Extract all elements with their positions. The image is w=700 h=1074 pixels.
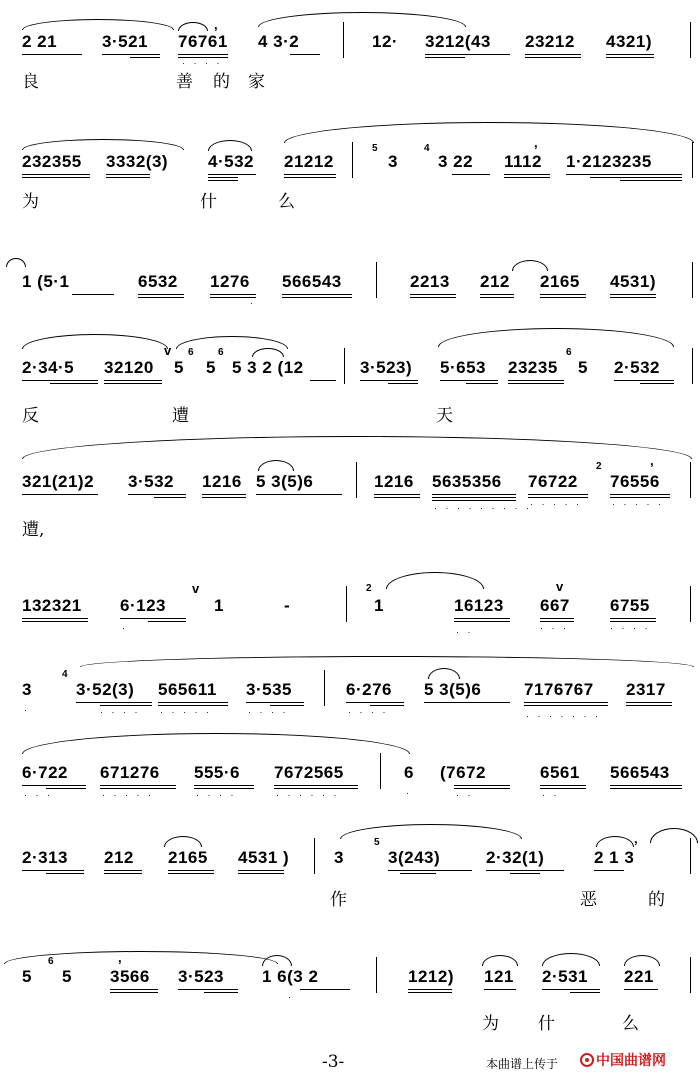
note-group: 6532: [138, 272, 178, 291]
note-group: 1: [374, 596, 384, 615]
score-line-8: 6·722 671276 555·6 7672565 6 (7672 6561 566543 · · · · · · · · · · · · · · · · · · · · · · ·: [0, 753, 700, 813]
grace-note: 6: [218, 347, 224, 358]
note-group: 76761: [178, 32, 228, 51]
bar-line: [376, 262, 377, 298]
note-group: 2317: [626, 680, 666, 699]
slur: [512, 260, 548, 271]
note-group: 2165: [168, 848, 208, 867]
note-group: 5: [206, 358, 216, 377]
slur: [4, 951, 278, 964]
note-group: 2213: [410, 272, 450, 291]
bar-line: [346, 586, 347, 622]
slur: [262, 955, 292, 966]
note-group: 2·34·5: [22, 358, 75, 377]
bar-line: [380, 753, 381, 789]
note-group: 3·523): [360, 358, 413, 377]
grace-note: 6: [48, 956, 54, 967]
note-group: 3212(43: [425, 32, 491, 51]
lyric: 反: [22, 406, 39, 426]
note-group: 3·523: [178, 967, 224, 986]
note-group: 3·521: [102, 32, 148, 51]
bar-line: [343, 22, 344, 58]
note-group: 23235: [508, 358, 558, 377]
lyric: 什: [538, 1014, 555, 1034]
note-group: 3: [388, 152, 398, 171]
note-group: 6755: [610, 596, 650, 615]
note-group: 1 6(3 2: [262, 967, 319, 986]
lyric: 为: [22, 192, 39, 212]
note-group: 4531): [610, 272, 656, 291]
note-group: 2·532: [614, 358, 660, 377]
note-group: 221: [624, 967, 654, 986]
note-group: 32120: [104, 358, 154, 377]
brand-logo-icon: [580, 1053, 594, 1067]
note-group: 6·123: [120, 596, 166, 615]
bar-line: [690, 586, 691, 622]
lyric: 良: [22, 72, 39, 92]
lyric: 作: [330, 890, 347, 910]
lyric: 善: [176, 72, 193, 92]
bar-line: [690, 957, 691, 993]
breath-mark: ,: [118, 950, 122, 965]
score-line-6: 132321 6·123 v 1 - 2 1 16123 v 667 6755 · · · · · · · · · ·: [0, 586, 700, 646]
bar-line: [324, 670, 325, 706]
bar-line: [690, 462, 691, 498]
bar-line: [690, 838, 691, 874]
bar-line: [692, 142, 693, 178]
note-group: 5: [578, 358, 588, 377]
grace-note: 4: [424, 143, 430, 154]
slur: [482, 955, 518, 966]
lyric: 什: [200, 192, 217, 212]
note-group: 5 3(5)6: [256, 472, 314, 491]
note-group: 565611: [158, 680, 217, 699]
note-group: 2·32(1): [486, 848, 545, 867]
lyric: 为: [482, 1014, 499, 1034]
grace-note: 6: [188, 347, 194, 358]
note-group: 6·276: [346, 680, 392, 699]
note-group: 121: [484, 967, 514, 986]
note-group: 5: [62, 967, 72, 986]
note-group: 4 3·2: [258, 32, 300, 51]
note-group: 16123: [454, 596, 504, 615]
score-line-3: 1 (5·1 6532 1276 566543 2213 212 2165 4531) ·: [0, 262, 700, 322]
note-group: (7672: [440, 763, 486, 782]
slur: [80, 656, 694, 667]
note-group: 6561: [540, 763, 580, 782]
bar-line: [314, 838, 315, 874]
note-group: 7176767: [524, 680, 594, 699]
note-group: 566543: [610, 763, 670, 782]
note-group: 76722: [528, 472, 578, 491]
note-group: 2 1 3: [594, 848, 635, 867]
note-group: 7672565: [274, 763, 344, 782]
bar-line: [690, 22, 691, 58]
note-group: 3·52(3): [76, 680, 135, 699]
lyric: 家: [248, 72, 265, 92]
note-group: 1·2123235: [566, 152, 652, 171]
bar-line: [352, 142, 353, 178]
source-text: 本曲谱上传于: [486, 1057, 559, 1071]
bar-line: [376, 957, 377, 993]
note-group: 23212: [525, 32, 575, 51]
lyric: 恶: [580, 890, 597, 910]
note-group: 212: [480, 272, 510, 291]
note-group: 2·531: [542, 967, 588, 986]
score-line-10: 5 6 5 , 3566 3·523 1 6(3 2 1212) 121 2·531 221 ·: [0, 957, 700, 1017]
slur: [258, 12, 466, 27]
note-group: 667: [540, 596, 570, 615]
note-group: 1276: [210, 272, 250, 291]
note-group: 3: [334, 848, 344, 867]
breath-mark: ,: [634, 831, 638, 846]
grace-note: 5: [374, 837, 380, 848]
score-line-5: 321(21)2 3·532 1216 5 3(5)6 1216 5635356 76722 2 76556 , · · · · · · · · · · · · · · · · · · ·: [0, 462, 700, 522]
lyric: 么: [278, 192, 295, 212]
note-group: -: [284, 596, 291, 615]
lyric: 的: [648, 890, 665, 910]
slur: [22, 733, 410, 754]
slur: [386, 572, 484, 589]
note-group: 5 3 2 (12: [232, 358, 304, 377]
note-group: 232355: [22, 152, 82, 171]
note-group: 4·532: [208, 152, 254, 171]
note-group: 12·: [372, 32, 399, 51]
brand-text: 中国曲谱网: [596, 1053, 666, 1069]
breath-mark: ,: [534, 135, 538, 150]
slur: [252, 348, 284, 357]
note-group: 3 22: [438, 152, 474, 171]
grace-note: 2: [366, 583, 372, 594]
note-group: 3(243): [388, 848, 441, 867]
score-line-2: [0, 135, 700, 202]
lyric: 么: [622, 1014, 639, 1034]
score-line-1: , 2 21 3·521 76761 4 3·2 12· 3212(43 23212 4321) · · · ·: [0, 22, 700, 82]
breath-mark: ,: [650, 453, 654, 468]
bar-line: [344, 348, 345, 384]
note-group: 4321): [606, 32, 652, 51]
note-group: 5635356: [432, 472, 502, 491]
grace-note: 4: [62, 669, 68, 680]
note-group: 2·313: [22, 848, 68, 867]
note-group: 3: [22, 680, 32, 699]
grace-note: 5: [372, 143, 378, 154]
note-group: 212: [104, 848, 134, 867]
note-group: 3566: [110, 967, 150, 986]
breath-mark: v: [556, 579, 564, 594]
slur: [178, 22, 208, 31]
lyric: 的: [213, 72, 230, 92]
note-group: 566543: [282, 272, 342, 291]
note-group: 5 3(5)6: [424, 680, 482, 699]
grace-note: 2: [596, 461, 602, 472]
note-group: 555·6: [194, 763, 240, 782]
slur: [22, 139, 184, 150]
slur: [6, 258, 26, 267]
breath-mark: v: [192, 581, 200, 596]
slur: [284, 122, 694, 143]
note-group: 2 21: [22, 32, 58, 51]
slur: [258, 460, 294, 471]
note-group: 1112: [504, 152, 542, 171]
note-group: 1212): [408, 967, 454, 986]
slur: [542, 953, 600, 966]
slur: [22, 19, 174, 30]
note-group: 132321: [22, 596, 82, 615]
note-group: 5: [174, 358, 184, 377]
note-group: 321(21)2: [22, 472, 95, 491]
breath-mark: ,: [214, 17, 218, 32]
note-group: 1216: [202, 472, 242, 491]
note-group: 5·653: [440, 358, 486, 377]
score-line-9: [0, 831, 700, 898]
score-line-7: 3 4 3·52(3) 565611 3·535 6·276 5 3(5)6 7176767 2317 · · · · · · · · · · · · · · · · · · · · · · · · ·: [0, 670, 700, 730]
slur: [438, 328, 674, 347]
slur: [596, 836, 634, 847]
slur: [22, 436, 692, 459]
note-group: 6: [404, 763, 414, 782]
bar-line: [356, 462, 357, 498]
score-line-4: [0, 343, 700, 408]
note-group: 2165: [540, 272, 580, 291]
slur: [208, 140, 252, 151]
slur: [340, 824, 522, 839]
note-group: 5: [22, 967, 32, 986]
note-group: 3·535: [246, 680, 292, 699]
grace-note: 6: [566, 347, 572, 358]
note-group: 3332(3): [106, 152, 169, 171]
note-group: 76556: [610, 472, 660, 491]
bar-line: [692, 262, 693, 298]
lyric: 遭,: [22, 520, 45, 540]
bar-line: [692, 348, 693, 384]
breath-mark: v: [164, 343, 172, 358]
note-group: 6·722: [22, 763, 68, 782]
lyric: 天: [436, 406, 453, 426]
slur: [428, 668, 460, 679]
note-group: 21212: [284, 152, 334, 171]
note-group: 3·532: [128, 472, 174, 491]
slur: [624, 955, 660, 966]
note-group: 1 (5·1: [22, 272, 70, 291]
note-group: 671276: [100, 763, 160, 782]
note-group: 1: [214, 596, 224, 615]
note-group: 1216: [374, 472, 414, 491]
page-number: -3-: [322, 1052, 345, 1072]
slur: [164, 836, 202, 847]
lyric: 遭: [172, 406, 189, 426]
note-group: 4531 ): [238, 848, 290, 867]
slur: [22, 334, 168, 349]
